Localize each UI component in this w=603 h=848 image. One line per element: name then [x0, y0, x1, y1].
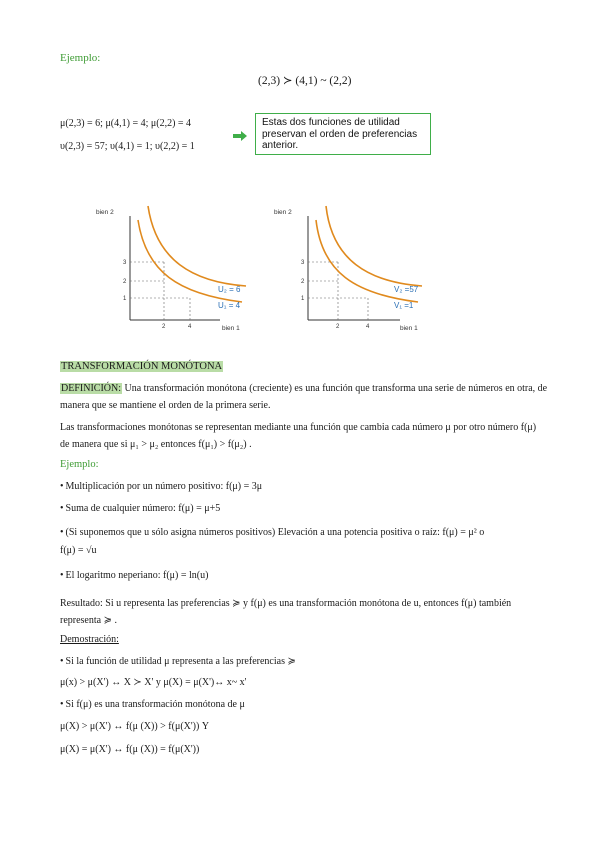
y-tick-1: 1	[123, 296, 127, 302]
curve-high-label: V₂ =57	[394, 285, 419, 294]
bullet-power-text: (Si suponemos que u sólo asigna números positivos) Elevación a una potencia positiva o raíz: f(μ) = μ² o	[65, 527, 485, 538]
x-tick-2: 2	[162, 324, 166, 330]
v-values: υ(2,3) = 57; υ(4,1) = 1; υ(2,2) = 1	[60, 141, 195, 152]
bullet-sum-text: Suma de cualquier número: f(μ) = μ+5	[65, 503, 221, 514]
curve-high	[148, 206, 246, 286]
bullet-icon: •	[60, 570, 64, 581]
bullet-icon: •	[60, 699, 64, 710]
y-tick-3: 3	[301, 260, 305, 266]
curve-high-label: U₂ = 6	[218, 285, 241, 294]
demo-line-3	[60, 699, 245, 710]
definition-text: Una transformación monótona (creciente) es una función que transforma una serie de números en otra, de manera que se mantiene el orden de la primera serie.	[60, 383, 548, 411]
y-tick-2: 2	[301, 279, 305, 285]
preference-chain: (2,3) ≻ (4,1) ~ (2,2)	[258, 75, 352, 87]
definition-paragraph	[60, 380, 548, 414]
section-heading-text: TRANSFORMACIÓN MONÓTONA	[61, 361, 223, 372]
example-title: Ejemplo:	[60, 52, 101, 64]
demo-line-1	[60, 656, 296, 667]
graph-axes	[308, 216, 400, 320]
bullet-icon: •	[60, 503, 64, 514]
y-axis-label: bien 2	[274, 209, 292, 216]
demo-line-5: μ(X) = μ(X') ↔ f(μ (X)) = f(μ(X'))	[60, 744, 200, 755]
demo-line-2: μ(x) > μ(X') ↔ X ≻ X' y μ(X) = μ(X')↔ x~ x'	[60, 677, 247, 688]
x-tick-2: 2	[336, 324, 340, 330]
graph-axes	[130, 216, 220, 320]
definition-label: DEFINICIÓN:	[61, 383, 121, 394]
curve-low-label: U₁ = 4	[218, 301, 241, 310]
callout-box: Estas dos funciones de utilidad preservan el orden de preferencias anterior.	[255, 113, 431, 155]
demo-line-1-text: Si la función de utilidad μ representa a las preferencias ≽	[65, 656, 296, 667]
right-arrow-icon	[232, 130, 248, 142]
indifference-graph-left	[92, 202, 252, 338]
resultado-paragraph: Resultado: Si u representa las preferencias ≽ y f(μ) es una transformación monótona de u, entonces f(μ) también representa ≽ .	[60, 598, 512, 626]
x-tick-4: 4	[188, 324, 192, 330]
bullet-power	[60, 527, 484, 538]
monotone-paragraph: Las transformaciones monótonas se representan mediante una función que cambia cada número μ por otro número f(μ) de manera que si μ₁ > μ₂ entonces f(μ₁) > f(μ₂) .	[60, 422, 537, 450]
demo-line-4: μ(X) > μ(X') ↔ f(μ (X)) > f(μ(X')) Y	[60, 721, 210, 732]
y-tick-1: 1	[301, 296, 305, 302]
demo-title: Demostración:	[60, 634, 119, 645]
bullet-icon: •	[60, 481, 64, 492]
indifference-graph-right	[272, 202, 432, 338]
bullet-power-root: f(μ) = √u	[60, 545, 97, 556]
x-axis-label: bien 1	[222, 325, 240, 332]
bullet-logarithm	[60, 570, 208, 581]
bullet-multiplication-text: Multiplicación por un número positivo: f(μ) = 3μ	[65, 481, 263, 492]
curve-low-label: V₁ =1	[394, 301, 414, 310]
demo-line-3-text: Si f(μ) es una transformación monótona de μ	[65, 699, 245, 710]
bullet-logarithm-text: El logaritmo neperiano: f(μ) = ln(u)	[65, 570, 209, 581]
bullet-icon: •	[60, 656, 64, 667]
guide-lines	[130, 262, 190, 320]
bullet-icon: •	[60, 527, 64, 538]
u-values: μ(2,3) = 6; μ(4,1) = 4; μ(2,2) = 4	[60, 118, 192, 129]
x-tick-4: 4	[366, 324, 370, 330]
y-tick-3: 3	[123, 260, 127, 266]
section-heading	[60, 361, 223, 372]
x-axis-label: bien 1	[400, 325, 418, 332]
y-tick-2: 2	[123, 279, 127, 285]
bullet-sum	[60, 503, 220, 514]
y-axis-label: bien 2	[96, 209, 114, 216]
bullet-multiplication	[60, 481, 262, 492]
example2-title: Ejemplo:	[60, 459, 99, 470]
